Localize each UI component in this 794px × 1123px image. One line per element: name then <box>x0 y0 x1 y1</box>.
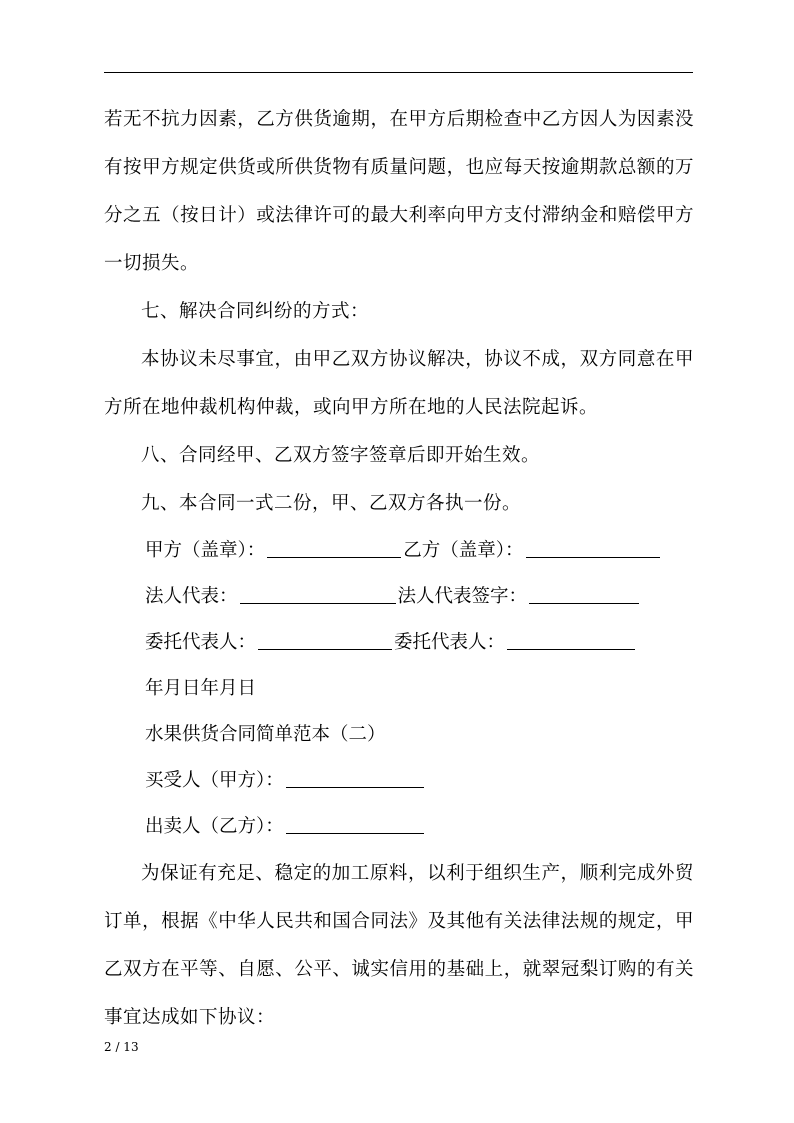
buyer-line <box>104 758 694 804</box>
legal-rep-blank[interactable] <box>240 585 396 604</box>
paragraph-penalty: 若无不抗力因素，乙方供货逾期，在甲方后期检查中乙方因人为因素没有按甲方规定供货或所供货物有质量问题，也应每天按逾期款总额的万分之五（按日计）或法律许可的最大利率向甲方支付滞纳金和赔偿甲方一切损失。 <box>104 109 694 274</box>
agent-a-label: 委托代表人： <box>145 632 257 653</box>
header-rule <box>104 72 693 73</box>
legal-rep-label: 法人代表： <box>145 586 238 607</box>
paragraph-dispute-resolution: 本协议未尽事宜，由甲乙双方协议解决，协议不成，双方同意在甲方所在地仲裁机构仲裁，或向甲方所在地的人民法院起诉。 <box>104 349 694 418</box>
seller-line <box>104 804 694 850</box>
buyer-label: 买受人（甲方）： <box>145 770 284 791</box>
buyer-blank[interactable] <box>286 769 424 788</box>
signature-seal-line <box>104 528 694 574</box>
legal-rep-sign-blank[interactable] <box>529 585 639 604</box>
signature-rep-line <box>104 574 694 620</box>
agent-a-blank[interactable] <box>258 631 392 650</box>
agent-b-label: 委托代表人： <box>394 632 506 653</box>
document-body <box>104 96 694 1042</box>
signature-agent-line <box>104 620 694 666</box>
section-title: 水果供货合同简单范本（二） <box>145 724 386 745</box>
agent-b-blank[interactable] <box>507 631 635 650</box>
party-b-seal-blank[interactable] <box>526 539 660 558</box>
seller-label: 出卖人（乙方）： <box>145 816 284 837</box>
page-number: 2 / 13 <box>104 1040 139 1054</box>
party-a-seal-label: 甲方（盖章）： <box>145 540 266 561</box>
paragraph-copies: 九、本合同一式二份，甲、乙双方各执一份。 <box>141 493 522 514</box>
party-b-seal-label: 乙方（盖章）： <box>403 540 524 561</box>
party-a-seal-blank[interactable] <box>267 539 401 558</box>
paragraph-effective: 八、合同经甲、乙双方签字签章后即开始生效。 <box>141 445 541 466</box>
paragraph-intro: 为保证有充足、稳定的加工原料，以利于组织生产，顺利完成外贸订单，根据《中华人民共和国合同法》及其他有关法律法规的规定，甲乙双方在平等、自愿、公平、诚实信用的基础上，就翠冠梨订购的有关事宜达成如下协议： <box>104 863 694 1028</box>
seller-blank[interactable] <box>286 815 424 834</box>
legal-rep-sign-label: 法人代表签字： <box>397 586 528 607</box>
signature-date-line: 年月日年月日 <box>145 678 257 699</box>
heading-dispute-resolution: 七、解决合同纠纷的方式： <box>141 301 370 322</box>
